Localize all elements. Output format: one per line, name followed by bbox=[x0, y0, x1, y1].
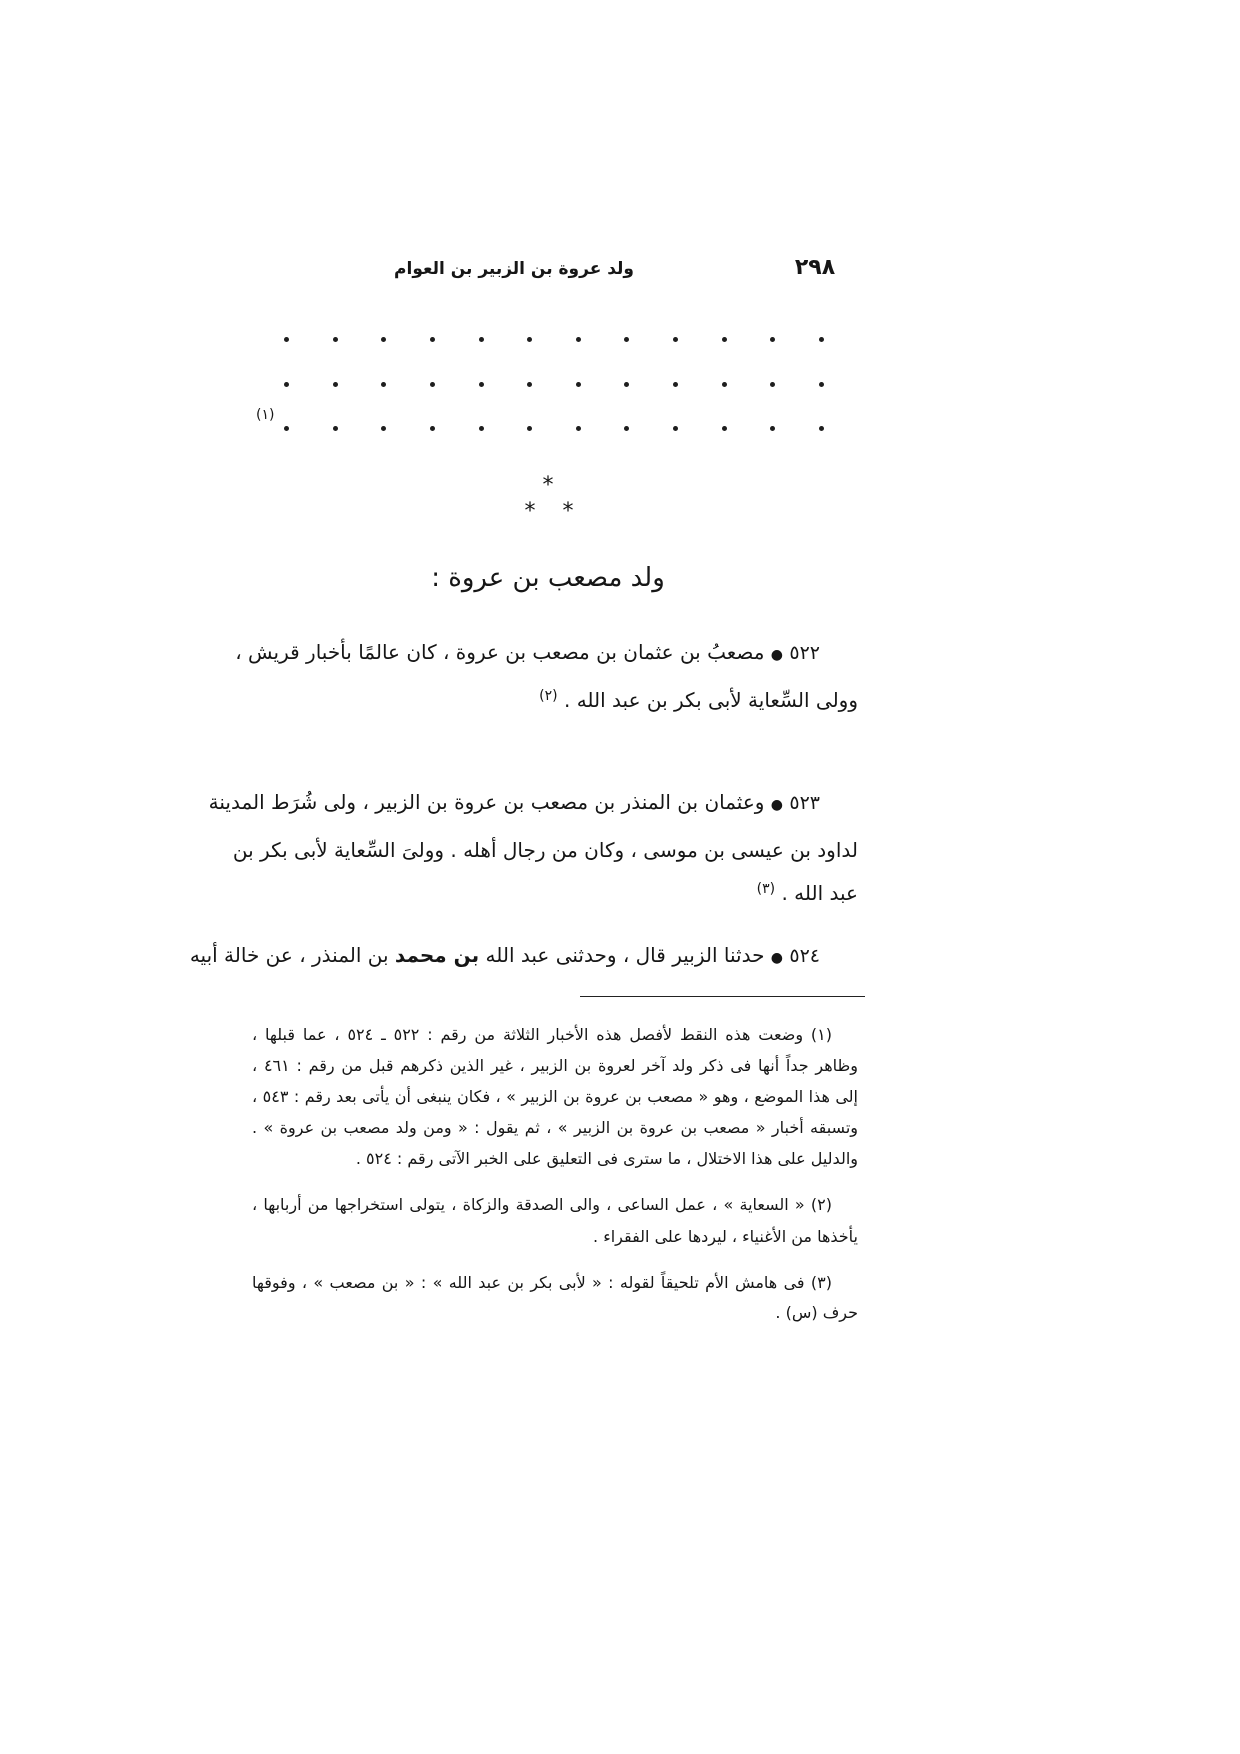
footnote-2-line bbox=[252, 1222, 858, 1252]
ellipsis-row bbox=[284, 425, 824, 431]
ellipsis-dot bbox=[624, 382, 629, 387]
ellipsis-dot bbox=[624, 426, 629, 431]
entry-number: ٥٢٤ bbox=[789, 945, 820, 967]
entry-text: بن المنذر ، عن خالة أبيه bbox=[189, 943, 389, 967]
entry-text: لداود بن عيسى بن موسى ، وكان من رجال أهله . وولىَ السِّعاية لأبى بكر بن bbox=[232, 838, 858, 862]
ellipsis-dot bbox=[770, 337, 775, 342]
entry-522-line bbox=[252, 680, 858, 723]
ellipsis-dot bbox=[381, 382, 386, 387]
footnote-1-line bbox=[252, 1051, 858, 1081]
footnote-marker: (٣) bbox=[810, 1273, 832, 1292]
ellipsis-dot bbox=[333, 382, 338, 387]
ellipsis-dot bbox=[673, 426, 678, 431]
entry-523-line bbox=[208, 782, 858, 825]
entry-522-line bbox=[235, 632, 858, 675]
footnote-text: فى هامش الأم تلحيقاً لقوله : « لأبى بكر بن عبد الله » : « بن مصعب » ، وفوقها bbox=[252, 1273, 805, 1292]
running-header: ولد عروة بن الزبير بن العوام bbox=[394, 259, 634, 279]
ellipsis-dot bbox=[284, 382, 289, 387]
ellipsis-row bbox=[284, 336, 824, 342]
ellipsis-dot bbox=[576, 426, 581, 431]
ellipsis-dot bbox=[527, 337, 532, 342]
ellipsis-dot bbox=[576, 382, 581, 387]
bullet-icon: ● bbox=[770, 950, 784, 966]
ellipsis-dot bbox=[430, 337, 435, 342]
footnote-text: والدليل على هذا الاختلال ، ما سترى فى التعليق على الخبر الآتى رقم : ٥٢٤ . bbox=[355, 1149, 858, 1168]
ellipsis-dot bbox=[479, 337, 484, 342]
asterism-star: * bbox=[524, 499, 536, 524]
entry-text: حدثنا الزبير قال ، وحدثنى عبد الله bbox=[485, 943, 765, 967]
ellipsis-dot bbox=[479, 382, 484, 387]
entry-number: ٥٢٣ bbox=[789, 792, 820, 814]
footnote-3-line bbox=[252, 1298, 858, 1328]
entry-number: ٥٢٢ bbox=[789, 642, 820, 664]
footnote-reference: (٣) bbox=[756, 881, 776, 897]
ellipsis-dot bbox=[479, 426, 484, 431]
footnote-reference: (٢) bbox=[539, 688, 558, 704]
ellipsis-dot bbox=[284, 426, 289, 431]
footnote-1-line bbox=[252, 1144, 858, 1174]
entry-text: وعثمان بن المنذر بن مصعب بن عروة بن الزبير ، ولى شُرَط المدينة bbox=[208, 790, 765, 814]
entry-text: عبد الله . bbox=[781, 881, 858, 905]
ellipsis-dot bbox=[819, 337, 824, 342]
entry-524-line bbox=[189, 935, 858, 978]
footnote-1-line bbox=[252, 1113, 858, 1143]
ellipsis-dot bbox=[527, 426, 532, 431]
section-heading: ولد مصعب بن عروة : bbox=[431, 563, 665, 593]
ellipsis-dot bbox=[527, 382, 532, 387]
footnote-1-line bbox=[252, 1020, 858, 1050]
asterism-star: * bbox=[562, 499, 574, 524]
ellipsis-dot bbox=[430, 426, 435, 431]
ellipsis-dot bbox=[430, 382, 435, 387]
footnote-marker: (١) bbox=[810, 1025, 833, 1044]
entry-523-line bbox=[232, 830, 858, 870]
footnote-rule bbox=[580, 996, 865, 997]
ellipsis-dot bbox=[381, 337, 386, 342]
entry-523-line bbox=[252, 873, 858, 916]
ellipsis-row bbox=[284, 381, 824, 387]
footnote-1-line bbox=[252, 1082, 858, 1112]
ellipsis-dot bbox=[333, 426, 338, 431]
footnote-3-line bbox=[252, 1268, 858, 1298]
bullet-icon: ● bbox=[770, 797, 784, 813]
footnote-text: حرف (س) . bbox=[775, 1303, 858, 1322]
bullet-icon: ● bbox=[770, 647, 784, 663]
ellipsis-dot bbox=[624, 337, 629, 342]
ellipsis-dot bbox=[722, 382, 727, 387]
ellipsis-dot bbox=[673, 337, 678, 342]
ellipsis-dot bbox=[381, 426, 386, 431]
ellipsis-dot bbox=[576, 337, 581, 342]
page-number: ٢٩٨ bbox=[794, 255, 836, 280]
ellipsis-dot bbox=[770, 426, 775, 431]
ellipsis-dot bbox=[333, 337, 338, 342]
footnote-text: يأخذها من الأغنياء ، ليردها على الفقراء . bbox=[593, 1227, 858, 1246]
ellipsis-dot bbox=[722, 426, 727, 431]
footnote-text: وضعت هذه النقط لأفصل هذه الأخبار الثلاثة من رقم : ٥٢٢ ـ ٥٢٤ ، عما قبلها ، bbox=[252, 1025, 804, 1044]
footnote-text: وظاهر جداً أنها فى ذكر ولد آخر لعروة بن الزبير ، غير الذين ذكرهم قبل من رقم : ٤٦١ ، bbox=[252, 1056, 859, 1075]
footnote-text: « السعاية » ، عمل الساعى ، والى الصدقة والزكاة ، يتولى استخراجها من أربابها ، bbox=[252, 1195, 805, 1214]
ellipsis-dot bbox=[770, 382, 775, 387]
omission-footnote-marker: (١) bbox=[256, 407, 275, 423]
ellipsis-dot bbox=[284, 337, 289, 342]
footnote-marker: (٢) bbox=[810, 1195, 833, 1214]
ellipsis-dot bbox=[819, 426, 824, 431]
footnote-2-line bbox=[252, 1190, 858, 1220]
ellipsis-dot bbox=[819, 382, 824, 387]
ellipsis-dot bbox=[722, 337, 727, 342]
entry-text: مصعبُ بن عثمان بن مصعب بن عروة ، كان عالمًا بأخبار قريش ، bbox=[235, 640, 765, 664]
ellipsis-dot bbox=[673, 382, 678, 387]
entry-text: وولى السِّعاية لأبى بكر بن عبد الله . bbox=[563, 688, 858, 712]
entry-text-bold: بن محمد bbox=[394, 943, 480, 967]
footnote-text: وتسبقه أخبار « مصعب بن عروة بن الزبير » ، ثم يقول : « ومن ولد مصعب بن عروة » . bbox=[252, 1118, 858, 1137]
asterism-star: * bbox=[542, 473, 554, 498]
footnote-text: إلى هذا الموضع ، وهو « مصعب بن عروة بن الزبير » ، فكان ينبغى أن يأتى بعد رقم : ٥٤٣ ، bbox=[252, 1087, 859, 1106]
